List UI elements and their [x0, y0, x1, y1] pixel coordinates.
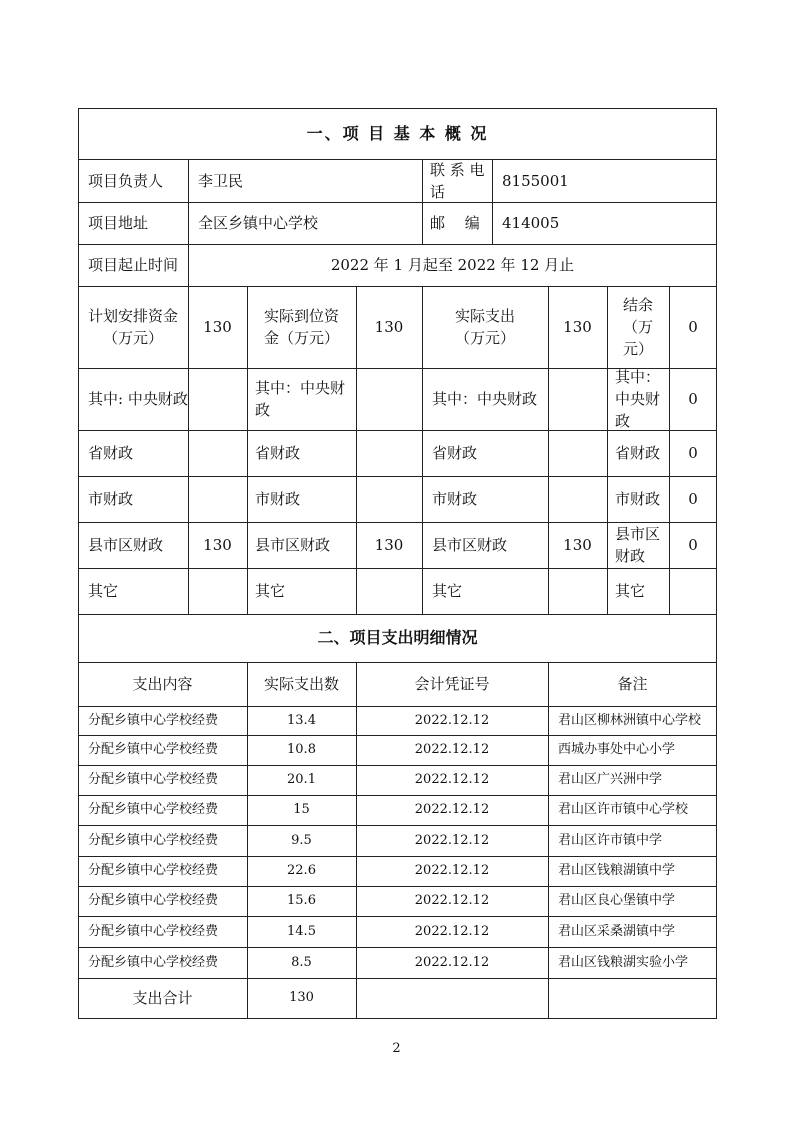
central-label-d [607, 368, 669, 430]
city-label-d: 市财政 [615, 490, 661, 508]
planned-funds-label-line2: （万元） [102, 329, 163, 347]
row-voucher: 2022.12.12 [414, 863, 490, 878]
row-note: 君山区柳林洲镇中心学校 [558, 712, 702, 728]
balance-label-line1: 结余 [622, 296, 653, 314]
spent-label [422, 286, 548, 368]
central-balance: 0 [688, 390, 698, 408]
actual-funds-label-line1: 实际到位资 [263, 307, 339, 325]
planned-funds-label [78, 286, 188, 368]
postcode-value: 414005 [502, 214, 560, 232]
postcode-label: 邮 编 [430, 214, 480, 232]
row-voucher: 2022.12.12 [414, 923, 490, 939]
row-voucher: 2022.12.12 [414, 712, 490, 728]
total-value: 130 [289, 990, 314, 1005]
county-value-b: 130 [374, 536, 404, 554]
other-label-b: 其它 [255, 582, 286, 600]
spent-label-line1: 实际支出 [454, 307, 515, 325]
period-label: 项目起止时间 [88, 256, 179, 274]
actual-funds-label [247, 286, 356, 368]
row-voucher: 2022.12.12 [414, 802, 490, 817]
province-label-d: 省财政 [615, 444, 661, 462]
city-label-c: 市财政 [432, 490, 478, 508]
planned-funds-value: 130 [203, 318, 232, 336]
county-value-c: 130 [563, 536, 592, 554]
header-content: 支出内容 [132, 675, 193, 693]
total-label: 支出合计 [132, 989, 193, 1007]
row-voucher: 2022.12.12 [414, 832, 490, 848]
county-label-d-line1: 县市区 [615, 525, 661, 543]
row-voucher: 2022.12.12 [414, 954, 490, 970]
row-amount: 10.8 [287, 742, 316, 757]
balance-value: 0 [688, 318, 698, 336]
county-label-d [607, 522, 669, 568]
county-value-a: 130 [203, 536, 232, 554]
row-amount: 15.6 [287, 893, 316, 908]
row-content: 分配乡镇中心学校经费 [88, 772, 219, 787]
county-balance: 0 [688, 536, 698, 554]
spent-label-line2: （万元） [454, 329, 515, 347]
row-content: 分配乡镇中心学校经费 [88, 863, 219, 878]
address-label: 项目地址 [88, 214, 149, 232]
row-note: 君山区钱粮湖实验小学 [558, 954, 689, 970]
actual-funds-label-line2: 金（万元） [263, 329, 339, 347]
section-title-details: 二、项目支出明细情况 [317, 628, 478, 647]
province-label-a: 省财政 [88, 444, 134, 462]
row-content: 分配乡镇中心学校经费 [88, 954, 219, 970]
row-content: 分配乡镇中心学校经费 [88, 712, 219, 728]
row-note: 西城办事处中心小学 [558, 742, 676, 757]
other-label-d: 其它 [615, 582, 646, 600]
phone-label-line1: 联 系 电 [430, 160, 485, 179]
county-label-a: 县市区财政 [88, 536, 164, 554]
phone-label [422, 159, 492, 202]
planned-funds-label-line1: 计划安排资金 [87, 307, 178, 325]
city-balance: 0 [688, 490, 698, 508]
row-amount: 15 [293, 802, 310, 817]
row-note: 君山区采桑湖镇中学 [558, 923, 676, 939]
row-note: 君山区钱粮湖镇中学 [558, 863, 676, 878]
central-label-c: 其中：中央财政 [432, 390, 538, 408]
row-content: 分配乡镇中心学校经费 [88, 923, 219, 939]
row-content: 分配乡镇中心学校经费 [88, 802, 219, 817]
header-amount: 实际支出数 [263, 675, 339, 693]
row-note: 君山区广兴洲中学 [558, 772, 663, 787]
central-label-b-line2: 政 [255, 401, 271, 419]
row-amount: 8.5 [291, 954, 312, 970]
balance-label [607, 286, 669, 368]
row-note: 君山区许市镇中心学校 [558, 802, 689, 817]
other-label-c: 其它 [432, 582, 463, 600]
central-label-b [247, 368, 356, 430]
row-note: 君山区许市镇中学 [558, 832, 663, 848]
other-label-a: 其它 [88, 582, 119, 600]
header-note: 备注 [617, 675, 648, 693]
actual-funds-value: 130 [374, 318, 404, 336]
county-label-c: 县市区财政 [432, 536, 508, 554]
row-amount: 20.1 [287, 772, 316, 787]
central-label-d-line1: 其中： [615, 368, 661, 386]
row-note: 君山区良心堡镇中学 [558, 893, 676, 908]
spent-value: 130 [563, 318, 592, 336]
province-label-b: 省财政 [255, 444, 301, 462]
section-title-overview: 一、项 目 基 本 概 况 [306, 123, 489, 143]
row-amount: 14.5 [287, 923, 316, 939]
central-label-a: 其中: 中央财政 [88, 390, 188, 408]
row-voucher: 2022.12.12 [414, 893, 490, 908]
province-balance: 0 [688, 444, 698, 462]
central-label-b-line1: 其中：中央财 [255, 379, 346, 397]
page-number: 2 [392, 1041, 401, 1056]
balance-label-line3: 元） [622, 340, 653, 358]
balance-label-line2: （万 [622, 318, 653, 336]
address-value: 全区乡镇中心学校 [198, 214, 319, 232]
county-label-d-line2: 财政 [615, 547, 646, 565]
row-content: 分配乡镇中心学校经费 [88, 742, 219, 757]
row-content: 分配乡镇中心学校经费 [88, 832, 219, 848]
row-voucher: 2022.12.12 [414, 742, 490, 757]
period-value: 2022 年 1 月起至 2022 年 12 月止 [330, 256, 575, 274]
city-label-a: 市财政 [88, 490, 134, 508]
phone-value: 8155001 [502, 171, 569, 190]
central-label-d-line2: 中央财 [615, 390, 661, 408]
county-label-b: 县市区财政 [255, 536, 331, 554]
responsible-value: 李卫民 [198, 171, 244, 190]
row-amount: 9.5 [291, 832, 312, 848]
central-label-d-line3: 政 [615, 412, 631, 430]
row-amount: 22.6 [287, 863, 316, 878]
row-voucher: 2022.12.12 [414, 772, 490, 787]
city-label-b: 市财政 [255, 490, 301, 508]
detail-rows [78, 706, 717, 978]
row-amount: 13.4 [287, 712, 316, 728]
header-voucher: 会计凭证号 [414, 675, 490, 693]
phone-label-line2: 话 [430, 182, 446, 201]
responsible-label: 项目负责人 [88, 171, 164, 190]
row-content: 分配乡镇中心学校经费 [88, 893, 219, 908]
province-label-c: 省财政 [432, 444, 478, 462]
